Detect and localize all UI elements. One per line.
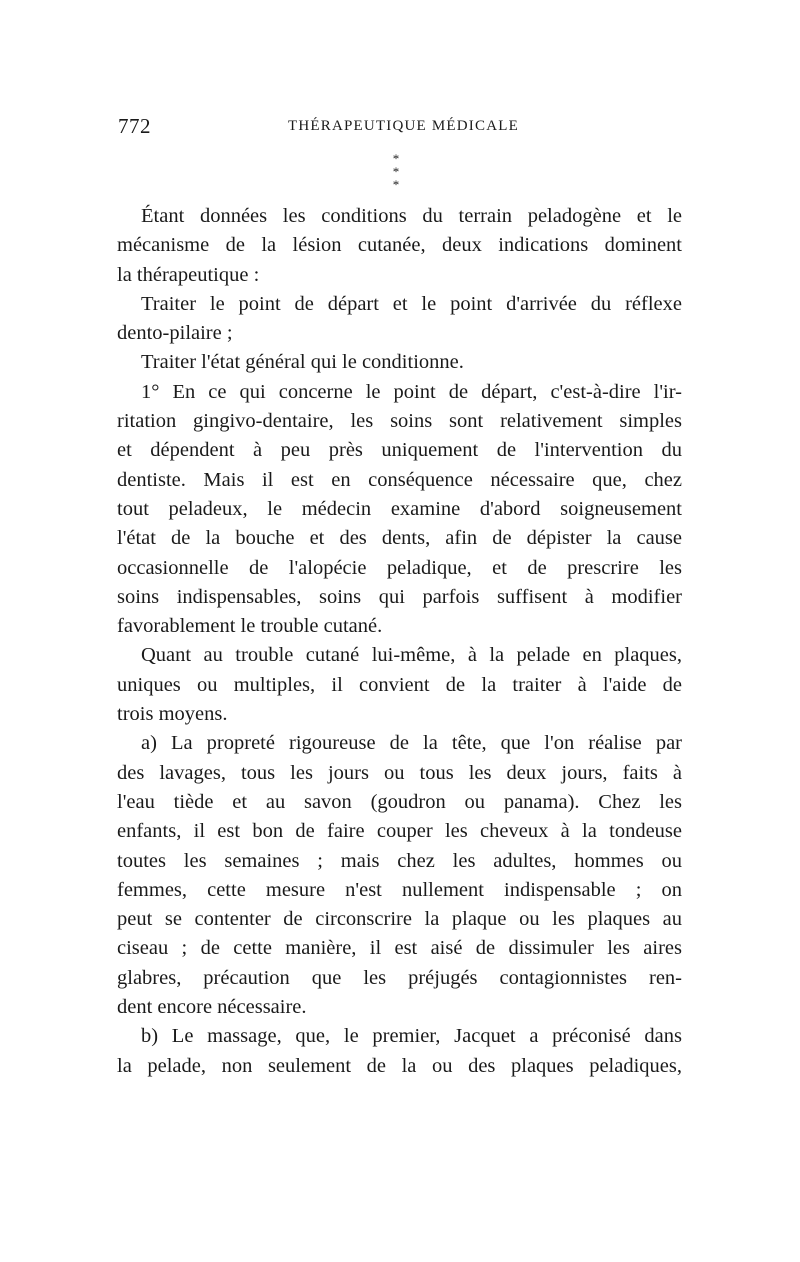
text-line: Quant au trouble cutané lui-même, à la pelade en plaques, (141, 644, 682, 667)
page-number: 772 (118, 114, 151, 138)
running-head: THÉRAPEUTIQUE MÉDICALE (288, 118, 519, 134)
text-line: Traiter le point de départ et le point d'arrivée du réflexe (141, 292, 682, 315)
text-line: la thérapeutique : (117, 263, 260, 286)
text-line: dent encore nécessaire. (117, 996, 307, 1019)
text-line: femmes, cette mesure n'est nullement indispensable ; on (117, 878, 682, 901)
body-text (117, 202, 682, 1081)
text-line: mécanisme de la lésion cutanée, deux indications dominent (117, 234, 682, 257)
text-line: 1° En ce qui concerne le point de départ, c'est-à-dire l'ir- (141, 380, 682, 403)
text-line: Étant données les conditions du terrain peladogène et le (141, 205, 682, 227)
text-line: a) La propreté rigoureuse de la tête, que l'on réalise par (141, 732, 682, 755)
text-line: uniques ou multiples, il convient de la traiter à l'aide de (117, 673, 682, 696)
text-line: b) Le massage, que, le premier, Jacquet a préconisé dans (141, 1025, 682, 1048)
asterism-top: * (392, 151, 400, 166)
text-line: occasionnelle de l'alopécie peladique, et de prescrire les (117, 556, 682, 579)
text-line: des lavages, tous les jours ou tous les deux jours, faits à (117, 761, 682, 784)
text-line: la pelade, non seulement de la ou des plaques peladiques, (117, 1054, 682, 1077)
text-line: glabres, précaution que les préjugés contagionnistes ren- (117, 966, 682, 989)
page-header (118, 108, 678, 142)
text-line: peut se contenter de circonscrire la plaque ou les plaques au (117, 908, 682, 931)
text-line: favorablement le trouble cutané. (117, 615, 383, 638)
text-line: l'eau tiède et au savon (goudron ou panama). Chez les (117, 790, 682, 813)
text-line: enfants, il est bon de faire couper les cheveux à la tondeuse (117, 820, 682, 843)
text-line: dento-pilaire ; (117, 322, 233, 345)
text-line: ritation gingivo-dentaire, les soins sont relativement simples (117, 410, 682, 433)
text-line: et dépendent à peu près uniquement de l'intervention du (117, 439, 682, 462)
text-line: Traiter l'état général qui le conditionne. (141, 351, 464, 374)
text-line: trois moyens. (117, 703, 228, 726)
asterism-bottom: * * (392, 164, 408, 192)
text-line: soins indispensables, soins qui parfois suffisent à modifier (117, 585, 682, 608)
asterism-separator (372, 151, 420, 192)
text-line: ciseau ; de cette manière, il est aisé de dissimuler les aires (117, 937, 682, 960)
text-line: l'état de la bouche et des dents, afin de dépister la cause (117, 527, 682, 550)
text-line: tout peladeux, le médecin examine d'abord soigneusement (117, 497, 682, 520)
text-line: dentiste. Mais il est en conséquence nécessaire que, chez (117, 468, 682, 491)
text-line: toutes les semaines ; mais chez les adultes, hommes ou (117, 849, 682, 872)
